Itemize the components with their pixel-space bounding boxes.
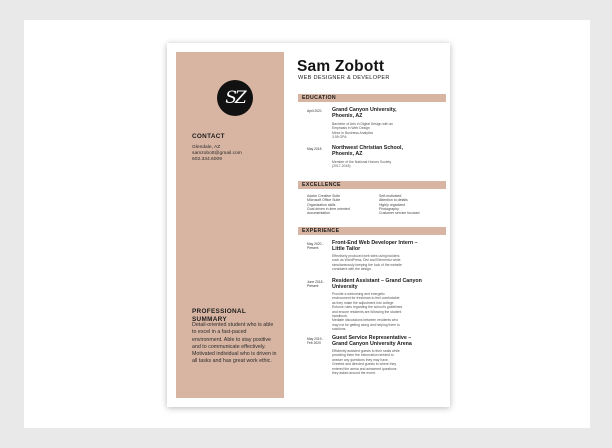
experience-title-line2: Grand Canyon University Arena [332, 341, 412, 348]
experience-date-start: May 2019 - [307, 337, 324, 341]
experience-date-end: Present [307, 284, 319, 288]
experience-detail-line: providing them the information needed to [332, 353, 394, 358]
excellence-list-right [379, 194, 419, 215]
contact-heading: CONTACT [192, 133, 225, 140]
experience-detail-line: and ensure residents are following the student [332, 309, 402, 314]
experience-entry-title [332, 278, 422, 290]
education-detail-line: (2017-2018) [332, 164, 351, 169]
skill-item: Goal driven in time oriented [307, 206, 350, 211]
experience-details [332, 254, 402, 272]
experience-detail-line: entered the arena and answered questions [332, 366, 397, 371]
contact-email: samzobott@gmail.com [192, 151, 242, 157]
skill-item: Attention to details [379, 198, 408, 203]
contact-phone: 602.334.6009 [192, 157, 222, 163]
education-entry-title [332, 145, 403, 157]
education-detail-line: Bachelor of Arts in Digital Design with an [332, 122, 394, 126]
education-title-line1: Northwest Christian School, [332, 145, 403, 151]
experience-detail-line: consistent with the design. [332, 267, 372, 272]
skill-item: documentation [307, 211, 330, 216]
experience-detail-line: Enforce rules regarding the school's guidelines [332, 305, 403, 310]
education-title-line2: Phoenix, AZ [332, 113, 363, 120]
education-detail-line: Minor in Business Analytics [332, 130, 374, 135]
skill-item: Self-motivated [379, 194, 402, 198]
summary-heading-line2: SUMMARY [192, 315, 227, 323]
experience-title-line2: University [332, 284, 358, 291]
experience-details [332, 292, 402, 332]
education-heading: EDUCATION [302, 94, 337, 101]
education-details [332, 160, 391, 169]
experience-date [307, 242, 324, 250]
experience-section-bar [298, 227, 446, 235]
sidebar [176, 52, 284, 398]
skill-item: Photography [379, 206, 399, 211]
experience-detail-line: simultaneously keeping the look of the website [332, 262, 402, 267]
experience-detail-line: Greeted and directed guests to where they [332, 362, 397, 367]
summary-heading [192, 308, 246, 323]
education-detail-line: Member of the National Honors Society [332, 160, 392, 164]
experience-detail-line: Effectively produced web sites using builders [332, 254, 400, 258]
experience-entry-title [332, 335, 412, 347]
education-title-line1: Grand Canyon University, [332, 107, 397, 113]
education-detail-line: 3.95 GPA [332, 135, 347, 140]
skill-item: Highly organized [379, 202, 406, 207]
experience-title-line2: Little Tailor [332, 246, 361, 253]
contact-location: Glendale, AZ [192, 145, 221, 150]
experience-title-line1: Resident Assistant – Grand Canyon [332, 278, 422, 284]
experience-detail-line: Provide a welcoming and energetic [332, 292, 385, 296]
education-date: May 2018 [307, 147, 322, 151]
experience-detail-line: Efficiently assisted guests to their seats while [332, 349, 400, 353]
excellence-section-bar [298, 181, 446, 189]
education-title-line2: Phoenix, AZ [332, 151, 363, 158]
experience-detail-line: as they make the adjustment into college. [332, 300, 395, 305]
excellence-heading: EXCELLENCE [302, 181, 341, 188]
monogram-logo: SZ [217, 80, 253, 116]
experience-date-end: Present [307, 246, 319, 250]
experience-details [332, 349, 400, 375]
skill-item: Organization skills [307, 202, 336, 207]
experience-title-line1: Guest Service Representative – [332, 335, 412, 341]
experience-date-end: Feb 2020 [307, 341, 321, 345]
education-detail-line: Emphasis in Web Design [332, 126, 370, 131]
education-section-bar [298, 94, 446, 102]
experience-detail-line: environment for freshman to feel comfortable [332, 296, 400, 301]
contact-details [192, 145, 242, 163]
experience-date [307, 280, 324, 288]
experience-entry-title [332, 240, 418, 252]
experience-date-start: June 2018 - [307, 280, 325, 284]
candidate-name: Sam Zobott [297, 58, 385, 75]
summary-text: Detail-oriented student who is able to excel in a fast-paced environment. Able to stay positive and to communicate effectively. Motivated individual who is driven in all tasks and has great work ethic. [192, 322, 277, 365]
education-details [332, 122, 393, 140]
skill-item: Adobe Creative Suite [307, 194, 341, 198]
skill-item: Customer service focused [379, 211, 420, 216]
experience-detail-line: they asked around the event. [332, 371, 376, 376]
summary-heading-line1: PROFESSIONAL [192, 308, 247, 315]
skill-item: Microsoft Office Suite [307, 198, 341, 203]
education-date: April 2021 [307, 109, 322, 113]
excellence-list-left [307, 194, 350, 215]
experience-heading: EXPERIENCE [302, 227, 340, 234]
resume-page [167, 43, 450, 407]
education-entry-title [332, 107, 397, 119]
experience-date [307, 337, 324, 345]
experience-detail-line: such as WordPress, Divi and Elementor while [332, 258, 401, 263]
experience-detail-line: Mediate discussions between residents who [332, 318, 399, 323]
experience-title-line1: Front-End Web Developer Intern – [332, 240, 418, 246]
experience-detail-line: solutions. [332, 327, 347, 332]
experience-detail-line: answer any questions they may have. [332, 357, 389, 362]
candidate-title: WEB DESIGNER & DEVELOPER [298, 75, 390, 81]
experience-detail-line: handbook. [332, 314, 348, 319]
experience-date-start: May 2020 - [307, 242, 324, 246]
experience-detail-line: may not be getting along and helping them to [332, 322, 400, 327]
